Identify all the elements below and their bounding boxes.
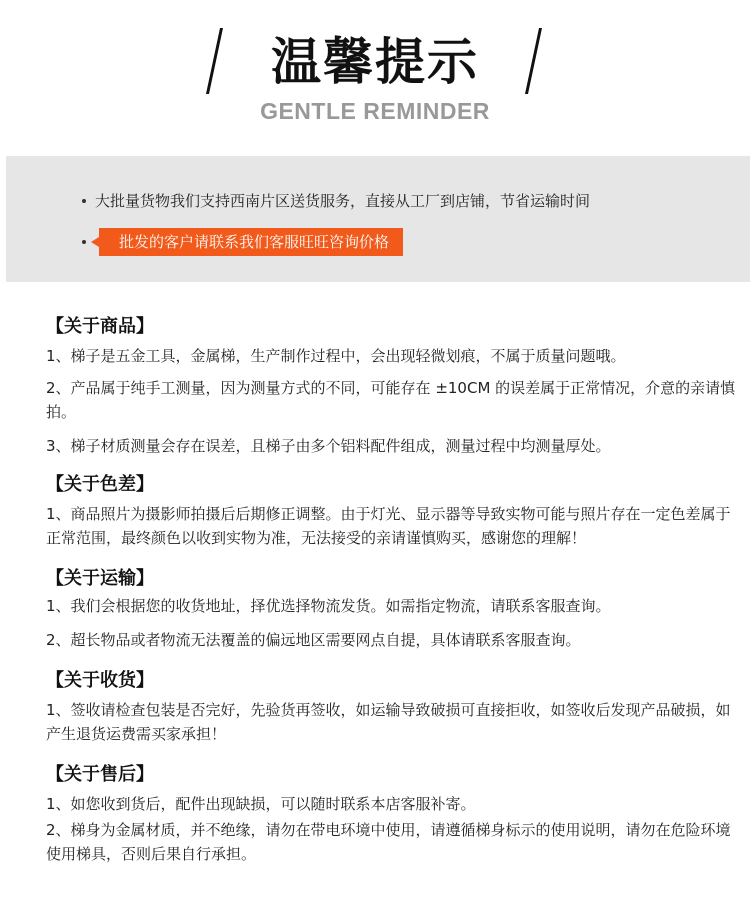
notice-box — [6, 156, 750, 282]
list-item: 1、如您收到货后，配件出现缺损，可以随时联系本店客服补寄。 — [46, 795, 476, 813]
list-item: 2、产品属于纯手工测量，因为测量方式的不同，可能存在 ±10CM 的误差属于正常情况，介意的亲请慎拍。 — [46, 379, 736, 421]
page-subtitle: GENTLE REMINDER — [260, 98, 490, 124]
list-item: 1、商品照片为摄影师拍摄后后期修正调整。由于灯光、显示器等导致实物可能与照片存在一定色差属于正常范围，最终颜色以收到实物为准，无法接受的亲请谨慎购买，感谢您的理解！ — [46, 505, 731, 547]
bullet-icon — [82, 199, 86, 203]
wholesale-highlight-tag: 批发的客户请联系我们客服旺旺咨询价格 — [99, 228, 403, 256]
notice-item-delivery — [82, 190, 590, 211]
info-content — [46, 312, 736, 866]
list-item: 1、梯子是五金工具，金属梯，生产制作过程中，会出现轻微划痕，不属于质量问题哦。 — [46, 347, 626, 365]
list-item: 3、梯子材质测量会存在误差，且梯子由多个铝料配件组成，测量过程中均测量厚处。 — [46, 437, 611, 455]
notice-item-wholesale — [82, 228, 403, 256]
section-title-receipt: 【关于收货】 — [46, 670, 154, 691]
page-title: 温馨提示 — [271, 33, 479, 91]
section-title-aftersales: 【关于售后】 — [46, 764, 154, 785]
section-title-color: 【关于色差】 — [46, 474, 154, 495]
bullet-icon — [82, 240, 86, 244]
section-title-product: 【关于商品】 — [46, 316, 154, 337]
list-item: 2、超长物品或者物流无法覆盖的偏远地区需要网点自提，具体请联系客服查询。 — [46, 631, 581, 649]
list-item: 2、梯身为金属材质，并不绝缘，请勿在带电环境中使用，请遵循梯身标示的使用说明，请勿在危险环境使用梯具，否则后果自行承担。 — [46, 821, 731, 863]
list-item: 1、我们会根据您的收货地址，择优选择物流发货。如需指定物流，请联系客服查询。 — [46, 597, 611, 615]
notice-text: 大批量货物我们支持西南片区送货服务，直接从工厂到店铺，节省运输时间 — [95, 192, 591, 210]
list-item: 1、签收请检查包装是否完好，先验货再签收，如运输导致破损可直接拒收，如签收后发现产品破损，如产生退货运费需买家承担！ — [46, 701, 731, 743]
section-title-shipping: 【关于运输】 — [46, 568, 154, 589]
